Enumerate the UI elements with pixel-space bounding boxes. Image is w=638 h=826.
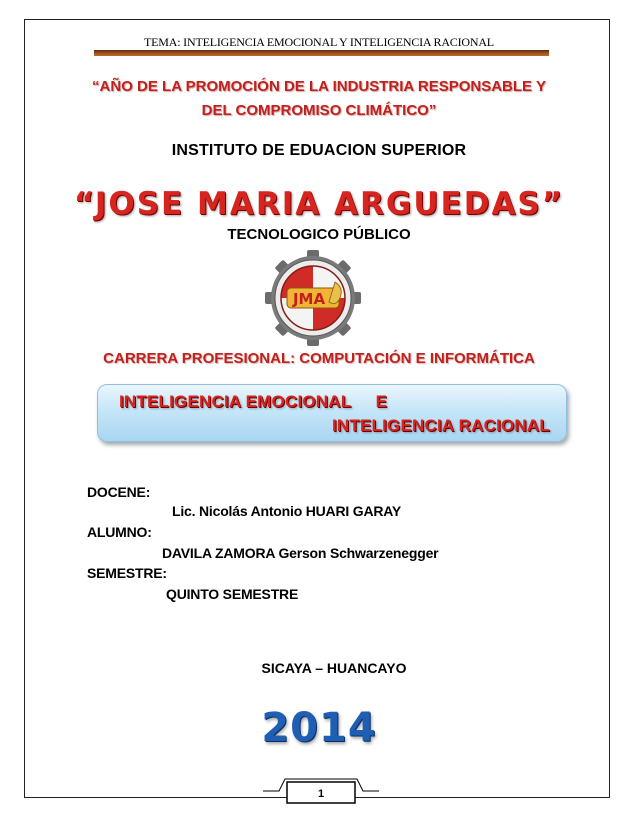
- student-label: ALUMNO:: [87, 524, 152, 540]
- institute-title: INSTITUTO DE EDUACION SUPERIOR: [171, 142, 467, 159]
- institute-name: “JOSE MARIA ARGUEDAS”: [73, 186, 565, 222]
- teacher-name: Lic. Nicolás Antonio HUARI GARAY: [172, 503, 402, 519]
- year-motto-line2: DEL COMPROMISO CLIMÁTICO”: [201, 102, 437, 119]
- semester-value: QUINTO SEMESTRE: [166, 586, 299, 602]
- topic-line2: INTELIGENCIA RACIONAL: [332, 416, 550, 435]
- header-rule: [94, 50, 549, 56]
- page-number-tab: [261, 777, 381, 805]
- header-topic: TEMA: INTELIGENCIA EMOCIONAL Y INTELIGENCIA RACIONAL: [144, 35, 494, 49]
- teacher-label: DOCENE:: [87, 484, 151, 500]
- topic-line1: INTELIGENCIA EMOCIONAL E: [119, 392, 388, 411]
- career-title: CARRERA PROFESIONAL: COMPUTACIÓN E INFORMÁTICA: [103, 350, 535, 367]
- institute-logo: [257, 248, 369, 348]
- year-motto-line1: “AÑO DE LA PROMOCIÓN DE LA INDUSTRIA RESPONSABLE Y: [92, 78, 546, 95]
- page-number: 1: [317, 788, 325, 800]
- page-tab-shape: [261, 777, 381, 805]
- gear-logo-icon: [257, 248, 369, 348]
- institute-type: TECNOLOGICO PÚBLICO: [227, 226, 411, 243]
- logo-text: JMA: [292, 290, 326, 308]
- city: SICAYA – HUANCAYO: [261, 660, 407, 676]
- semester-label: SEMESTRE:: [87, 565, 167, 581]
- year: 2014: [261, 705, 377, 751]
- student-name: DAVILA ZAMORA Gerson Schwarzenegger: [162, 545, 439, 561]
